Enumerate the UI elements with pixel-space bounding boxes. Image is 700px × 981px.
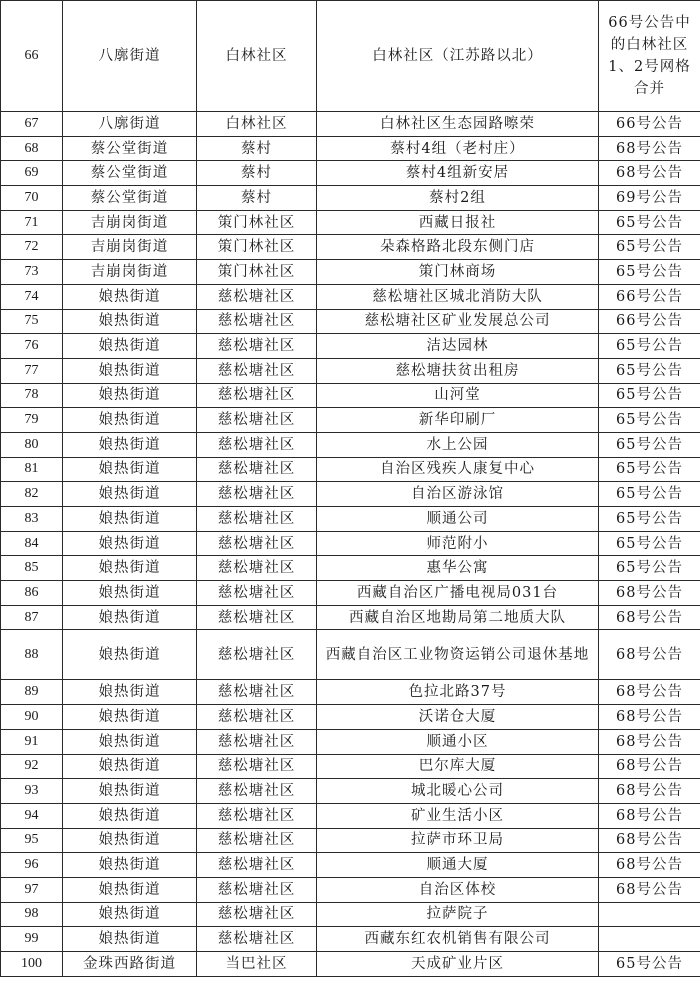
- table-row: [1, 260, 700, 285]
- street-cell: 吉崩岗街道: [63, 260, 197, 285]
- row-number-cell: 66: [1, 1, 63, 112]
- location-cell: 巴尔库大厦: [317, 754, 599, 779]
- table-row: [1, 605, 700, 630]
- location-cell: 新华印刷厂: [317, 408, 599, 433]
- location-cell: 惠华公寓: [317, 556, 599, 581]
- table-row: [1, 902, 700, 927]
- street-cell: 娘热街道: [63, 309, 197, 334]
- street-cell: 吉崩岗街道: [63, 210, 197, 235]
- location-cell: 顺通小区: [317, 729, 599, 754]
- community-cell: 慈松塘社区: [197, 828, 317, 853]
- location-cell: 蔡村4组新安居: [317, 161, 599, 186]
- location-cell: 慈松塘社区城北消防大队: [317, 284, 599, 309]
- community-cell: 蔡村: [197, 186, 317, 211]
- row-number-cell: 79: [1, 408, 63, 433]
- announcement-cell: 66号公告中的白林社区1、2号网格合并: [599, 1, 700, 112]
- table-row: [1, 334, 700, 359]
- community-cell: 蔡村: [197, 136, 317, 161]
- community-cell: 慈松塘社区: [197, 927, 317, 952]
- row-number-cell: 83: [1, 507, 63, 532]
- row-number-cell: 81: [1, 457, 63, 482]
- announcement-cell: 68号公告: [599, 828, 700, 853]
- row-number-cell: 78: [1, 383, 63, 408]
- announcement-cell: 68号公告: [599, 161, 700, 186]
- row-number-cell: 88: [1, 630, 63, 680]
- location-cell: 色拉北路37号: [317, 680, 599, 705]
- announcement-cell: [599, 927, 700, 952]
- announcement-cell: 65号公告: [599, 482, 700, 507]
- announcement-cell: 65号公告: [599, 457, 700, 482]
- row-number-cell: 82: [1, 482, 63, 507]
- row-number-cell: 72: [1, 235, 63, 260]
- table-row: [1, 531, 700, 556]
- street-cell: 娘热街道: [63, 902, 197, 927]
- location-cell: 自治区体校: [317, 877, 599, 902]
- announcement-cell: 65号公告: [599, 383, 700, 408]
- location-cell: 白林社区生态园路嚓荣: [317, 112, 599, 137]
- table-row: [1, 482, 700, 507]
- location-cell: 山河堂: [317, 383, 599, 408]
- street-cell: 娘热街道: [63, 358, 197, 383]
- community-cell: 策门林社区: [197, 210, 317, 235]
- table-row: [1, 507, 700, 532]
- street-cell: 娘热街道: [63, 408, 197, 433]
- community-cell: 慈松塘社区: [197, 358, 317, 383]
- street-cell: 娘热街道: [63, 705, 197, 730]
- community-cell: 策门林社区: [197, 260, 317, 285]
- row-number-cell: 95: [1, 828, 63, 853]
- street-cell: 娘热街道: [63, 507, 197, 532]
- community-cell: 慈松塘社区: [197, 605, 317, 630]
- location-cell: 自治区游泳馆: [317, 482, 599, 507]
- row-number-cell: 100: [1, 952, 63, 977]
- location-cell: 策门林商场: [317, 260, 599, 285]
- announcement-cell: 65号公告: [599, 952, 700, 977]
- announcement-cell: 66号公告: [599, 112, 700, 137]
- community-cell: 白林社区: [197, 1, 317, 112]
- street-cell: 吉崩岗街道: [63, 235, 197, 260]
- location-cell: 蔡村4组（老村庄）: [317, 136, 599, 161]
- location-cell: 拉萨市环卫局: [317, 828, 599, 853]
- table-row: [1, 161, 700, 186]
- table-row: [1, 309, 700, 334]
- row-number-cell: 86: [1, 581, 63, 606]
- announcement-cell: 65号公告: [599, 408, 700, 433]
- community-cell: 慈松塘社区: [197, 334, 317, 359]
- community-cell: 慈松塘社区: [197, 581, 317, 606]
- community-cell: 慈松塘社区: [197, 531, 317, 556]
- street-cell: 娘热街道: [63, 334, 197, 359]
- location-cell: 顺通大厦: [317, 853, 599, 878]
- street-cell: 娘热街道: [63, 803, 197, 828]
- community-cell: 慈松塘社区: [197, 408, 317, 433]
- street-cell: 娘热街道: [63, 284, 197, 309]
- community-cell: 策门林社区: [197, 235, 317, 260]
- announcement-cell: 68号公告: [599, 877, 700, 902]
- location-cell: 朵森格路北段东侧门店: [317, 235, 599, 260]
- location-cell: 城北暖心公司: [317, 779, 599, 804]
- community-cell: 慈松塘社区: [197, 432, 317, 457]
- table-row: [1, 581, 700, 606]
- row-number-cell: 93: [1, 779, 63, 804]
- location-cell: 西藏自治区广播电视局031台: [317, 581, 599, 606]
- row-number-cell: 73: [1, 260, 63, 285]
- street-cell: 娘热街道: [63, 556, 197, 581]
- table-row: [1, 432, 700, 457]
- location-cell: 师范附小: [317, 531, 599, 556]
- street-cell: 娘热街道: [63, 729, 197, 754]
- announcement-cell: 65号公告: [599, 260, 700, 285]
- community-cell: 慈松塘社区: [197, 729, 317, 754]
- announcement-cell: 65号公告: [599, 235, 700, 260]
- announcement-cell: 68号公告: [599, 136, 700, 161]
- row-number-cell: 96: [1, 853, 63, 878]
- announcement-cell: [599, 902, 700, 927]
- row-number-cell: 69: [1, 161, 63, 186]
- street-cell: 娘热街道: [63, 605, 197, 630]
- row-number-cell: 92: [1, 754, 63, 779]
- community-cell: 蔡村: [197, 161, 317, 186]
- location-cell: 西藏东红农机销售有限公司: [317, 927, 599, 952]
- table-row: [1, 927, 700, 952]
- announcement-cell: 68号公告: [599, 754, 700, 779]
- community-cell: 慈松塘社区: [197, 877, 317, 902]
- row-number-cell: 75: [1, 309, 63, 334]
- table-row: [1, 630, 700, 680]
- announcement-cell: 65号公告: [599, 210, 700, 235]
- table-row: [1, 112, 700, 137]
- row-number-cell: 67: [1, 112, 63, 137]
- location-cell: 沃诺仓大厦: [317, 705, 599, 730]
- street-cell: 蔡公堂街道: [63, 136, 197, 161]
- table-row: [1, 210, 700, 235]
- row-number-cell: 84: [1, 531, 63, 556]
- table-row: [1, 235, 700, 260]
- table-row: [1, 556, 700, 581]
- row-number-cell: 98: [1, 902, 63, 927]
- street-cell: 娘热街道: [63, 754, 197, 779]
- community-cell: 白林社区: [197, 112, 317, 137]
- announcement-cell: 68号公告: [599, 779, 700, 804]
- table-row: [1, 729, 700, 754]
- table-row: [1, 803, 700, 828]
- street-cell: 娘热街道: [63, 383, 197, 408]
- row-number-cell: 71: [1, 210, 63, 235]
- table-row: [1, 457, 700, 482]
- row-number-cell: 90: [1, 705, 63, 730]
- table-row: [1, 705, 700, 730]
- announcement-cell: 68号公告: [599, 729, 700, 754]
- table-row: [1, 754, 700, 779]
- row-number-cell: 85: [1, 556, 63, 581]
- location-cell: 水上公园: [317, 432, 599, 457]
- street-cell: 娘热街道: [63, 531, 197, 556]
- announcement-cell: 65号公告: [599, 531, 700, 556]
- announcement-cell: 68号公告: [599, 605, 700, 630]
- street-cell: 八廓街道: [63, 1, 197, 112]
- street-cell: 八廓街道: [63, 112, 197, 137]
- location-cell: 拉萨院子: [317, 902, 599, 927]
- street-cell: 娘热街道: [63, 581, 197, 606]
- street-cell: 娘热街道: [63, 828, 197, 853]
- table-row: [1, 284, 700, 309]
- street-cell: 娘热街道: [63, 877, 197, 902]
- location-cell: 矿业生活小区: [317, 803, 599, 828]
- location-cell: 慈松塘扶贫出租房: [317, 358, 599, 383]
- location-cell: 慈松塘社区矿业发展总公司: [317, 309, 599, 334]
- community-cell: 慈松塘社区: [197, 309, 317, 334]
- location-cell: 洁达园林: [317, 334, 599, 359]
- location-cell: 天成矿业片区: [317, 952, 599, 977]
- street-cell: 娘热街道: [63, 927, 197, 952]
- announcement-cell: 65号公告: [599, 432, 700, 457]
- community-cell: 当巴社区: [197, 952, 317, 977]
- street-cell: 蔡公堂街道: [63, 161, 197, 186]
- community-cell: 慈松塘社区: [197, 630, 317, 680]
- announcement-cell: 65号公告: [599, 556, 700, 581]
- announcement-cell: 68号公告: [599, 803, 700, 828]
- announcement-cell: 65号公告: [599, 334, 700, 359]
- announcement-cell: 65号公告: [599, 358, 700, 383]
- row-number-cell: 94: [1, 803, 63, 828]
- announcement-cell: 65号公告: [599, 507, 700, 532]
- community-cell: 慈松塘社区: [197, 803, 317, 828]
- announcement-cell: 68号公告: [599, 853, 700, 878]
- street-cell: 蔡公堂街道: [63, 186, 197, 211]
- table-row: [1, 136, 700, 161]
- row-number-cell: 76: [1, 334, 63, 359]
- table-row: [1, 828, 700, 853]
- row-number-cell: 70: [1, 186, 63, 211]
- street-cell: 娘热街道: [63, 779, 197, 804]
- table-row: [1, 383, 700, 408]
- community-cell: 慈松塘社区: [197, 556, 317, 581]
- table-row: [1, 680, 700, 705]
- announcement-cell: 66号公告: [599, 284, 700, 309]
- community-cell: 慈松塘社区: [197, 680, 317, 705]
- table-row: [1, 877, 700, 902]
- community-cell: 慈松塘社区: [197, 482, 317, 507]
- table-row: [1, 408, 700, 433]
- community-cell: 慈松塘社区: [197, 754, 317, 779]
- announcement-cell: 68号公告: [599, 581, 700, 606]
- community-cell: 慈松塘社区: [197, 383, 317, 408]
- location-cell: 西藏自治区工业物资运销公司退休基地: [317, 630, 599, 680]
- row-number-cell: 74: [1, 284, 63, 309]
- community-cell: 慈松塘社区: [197, 507, 317, 532]
- community-cell: 慈松塘社区: [197, 705, 317, 730]
- location-cell: 蔡村2组: [317, 186, 599, 211]
- street-cell: 金珠西路街道: [63, 952, 197, 977]
- table-row: [1, 853, 700, 878]
- location-cell: 自治区残疾人康复中心: [317, 457, 599, 482]
- location-cell: 西藏日报社: [317, 210, 599, 235]
- row-number-cell: 97: [1, 877, 63, 902]
- announcement-cell: 66号公告: [599, 309, 700, 334]
- row-number-cell: 89: [1, 680, 63, 705]
- table-row: [1, 358, 700, 383]
- table-row: [1, 1, 700, 112]
- row-number-cell: 80: [1, 432, 63, 457]
- row-number-cell: 87: [1, 605, 63, 630]
- row-number-cell: 99: [1, 927, 63, 952]
- row-number-cell: 77: [1, 358, 63, 383]
- street-cell: 娘热街道: [63, 680, 197, 705]
- announcement-cell: 68号公告: [599, 630, 700, 680]
- location-cell: 白林社区（江苏路以北）: [317, 1, 599, 112]
- row-number-cell: 91: [1, 729, 63, 754]
- community-cell: 慈松塘社区: [197, 284, 317, 309]
- street-cell: 娘热街道: [63, 432, 197, 457]
- community-cell: 慈松塘社区: [197, 853, 317, 878]
- location-cell: 顺通公司: [317, 507, 599, 532]
- table-row: [1, 186, 700, 211]
- table-body: [1, 1, 700, 977]
- street-cell: 娘热街道: [63, 853, 197, 878]
- table-row: [1, 779, 700, 804]
- community-cell: 慈松塘社区: [197, 902, 317, 927]
- street-cell: 娘热街道: [63, 630, 197, 680]
- announcement-cell: 69号公告: [599, 186, 700, 211]
- location-cell: 西藏自治区地勘局第二地质大队: [317, 605, 599, 630]
- table-row: [1, 952, 700, 977]
- community-cell: 慈松塘社区: [197, 457, 317, 482]
- street-cell: 娘热街道: [63, 457, 197, 482]
- street-cell: 娘热街道: [63, 482, 197, 507]
- announcement-cell: 68号公告: [599, 680, 700, 705]
- announcement-cell: 68号公告: [599, 705, 700, 730]
- row-number-cell: 68: [1, 136, 63, 161]
- community-cell: 慈松塘社区: [197, 779, 317, 804]
